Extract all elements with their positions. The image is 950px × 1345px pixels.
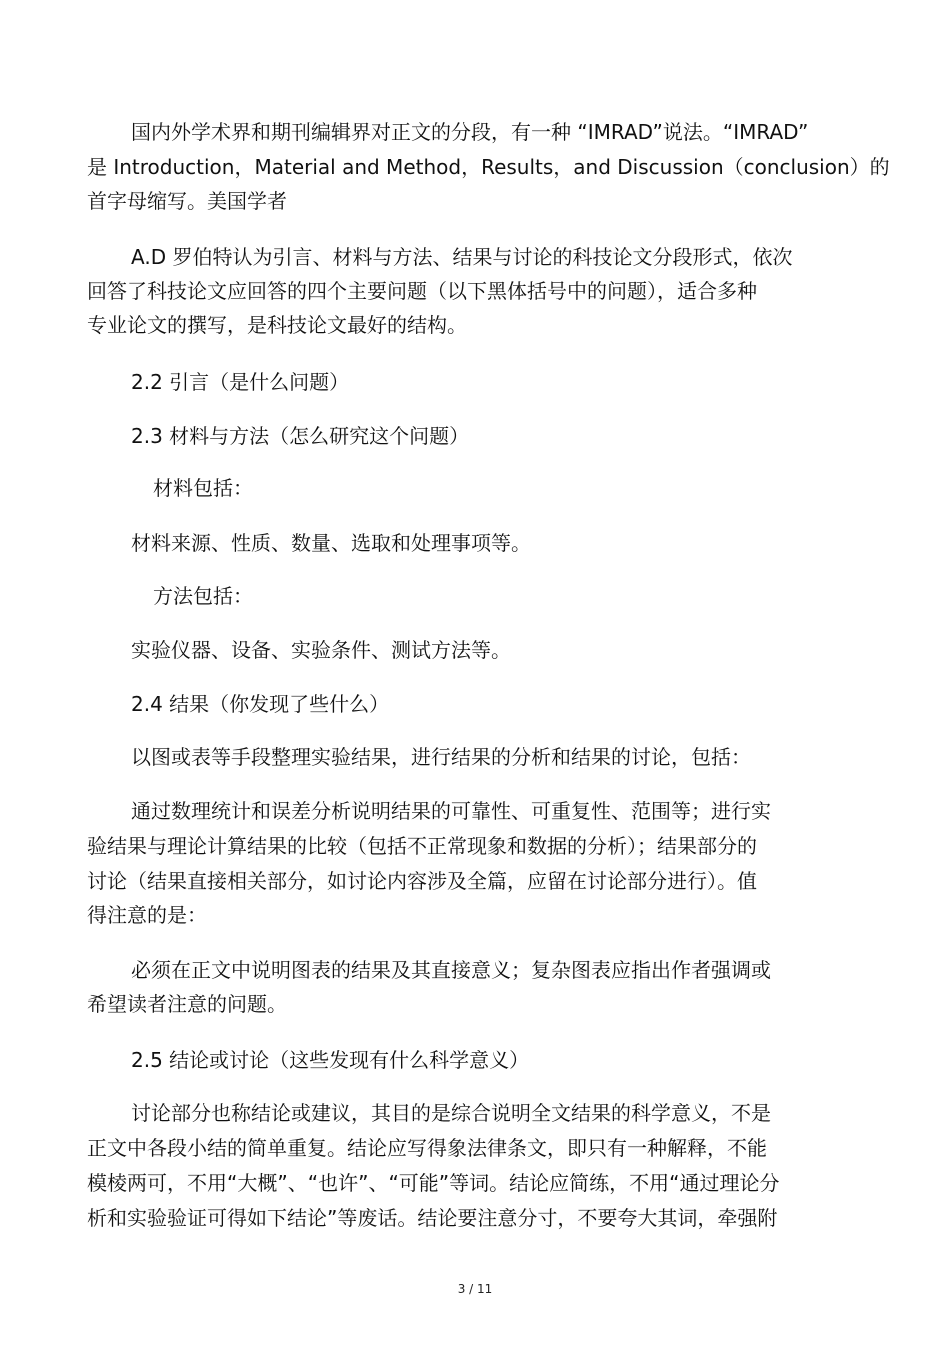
text-line: 首字母缩写。美国学者: [87, 189, 287, 213]
section-heading: 2.5 结论或讨论（这些发现有什么科学意义）: [131, 1048, 530, 1072]
text-line: 以图或表等手段整理实验结果，进行结果的分析和结果的讨论，包括：: [131, 745, 751, 769]
text-line: 是 Introduction，Material and Method，Results，and Discussion（conclusion）的: [87, 155, 890, 179]
text-line: 方法包括：: [153, 584, 253, 608]
text-line: 得注意的是：: [87, 903, 207, 927]
text-line: 讨论（结果直接相关部分，如讨论内容涉及全篇，应留在讨论部分进行）。值: [87, 869, 757, 893]
text-line: 专业论文的撰写，是科技论文最好的结构。: [87, 313, 467, 337]
section-heading: 2.2 引言（是什么问题）: [131, 370, 350, 394]
text-line: 回答了科技论文应回答的四个主要问题（以下黑体括号中的问题），适合多种: [87, 279, 757, 303]
page-indicator: 3 / 11: [457, 1282, 493, 1296]
text-line: 通过数理统计和误差分析说明结果的可靠性、可重复性、范围等；进行实: [131, 799, 771, 823]
text-line: 国内外学术界和期刊编辑界对正文的分段，有一种 “IMRAD”说法。“IMRAD”: [131, 120, 809, 144]
section-heading: 2.4 结果（你发现了些什么）: [131, 692, 390, 716]
text-line: 讨论部分也称结论或建议，其目的是综合说明全文结果的科学意义，不是: [131, 1101, 771, 1125]
text-line: A.D 罗伯特认为引言、材料与方法、结果与讨论的科技论文分段形式，依次: [131, 245, 793, 269]
text-line: 验结果与理论计算结果的比较（包括不正常现象和数据的分析）；结果部分的: [87, 834, 757, 858]
text-line: 正文中各段小结的简单重复。结论应写得象法律条文，即只有一种解释，不能: [87, 1136, 767, 1160]
section-heading: 2.3 材料与方法（怎么研究这个问题）: [131, 424, 470, 448]
text-line: 材料来源、性质、数量、选取和处理事项等。: [131, 531, 531, 555]
text-line: 材料包括：: [153, 476, 253, 500]
text-line: 模棱两可，不用“大概”、“也许”、“可能”等词。结论应简练，不用“通过理论分: [87, 1171, 780, 1195]
text-line: 析和实验验证可得如下结论”等废话。结论要注意分寸，不要夸大其词，牵强附: [87, 1206, 778, 1230]
text-line: 实验仪器、设备、实验条件、测试方法等。: [131, 638, 511, 662]
text-line: 必须在正文中说明图表的结果及其直接意义；复杂图表应指出作者强调或: [131, 958, 771, 982]
text-line: 希望读者注意的问题。: [87, 992, 287, 1016]
